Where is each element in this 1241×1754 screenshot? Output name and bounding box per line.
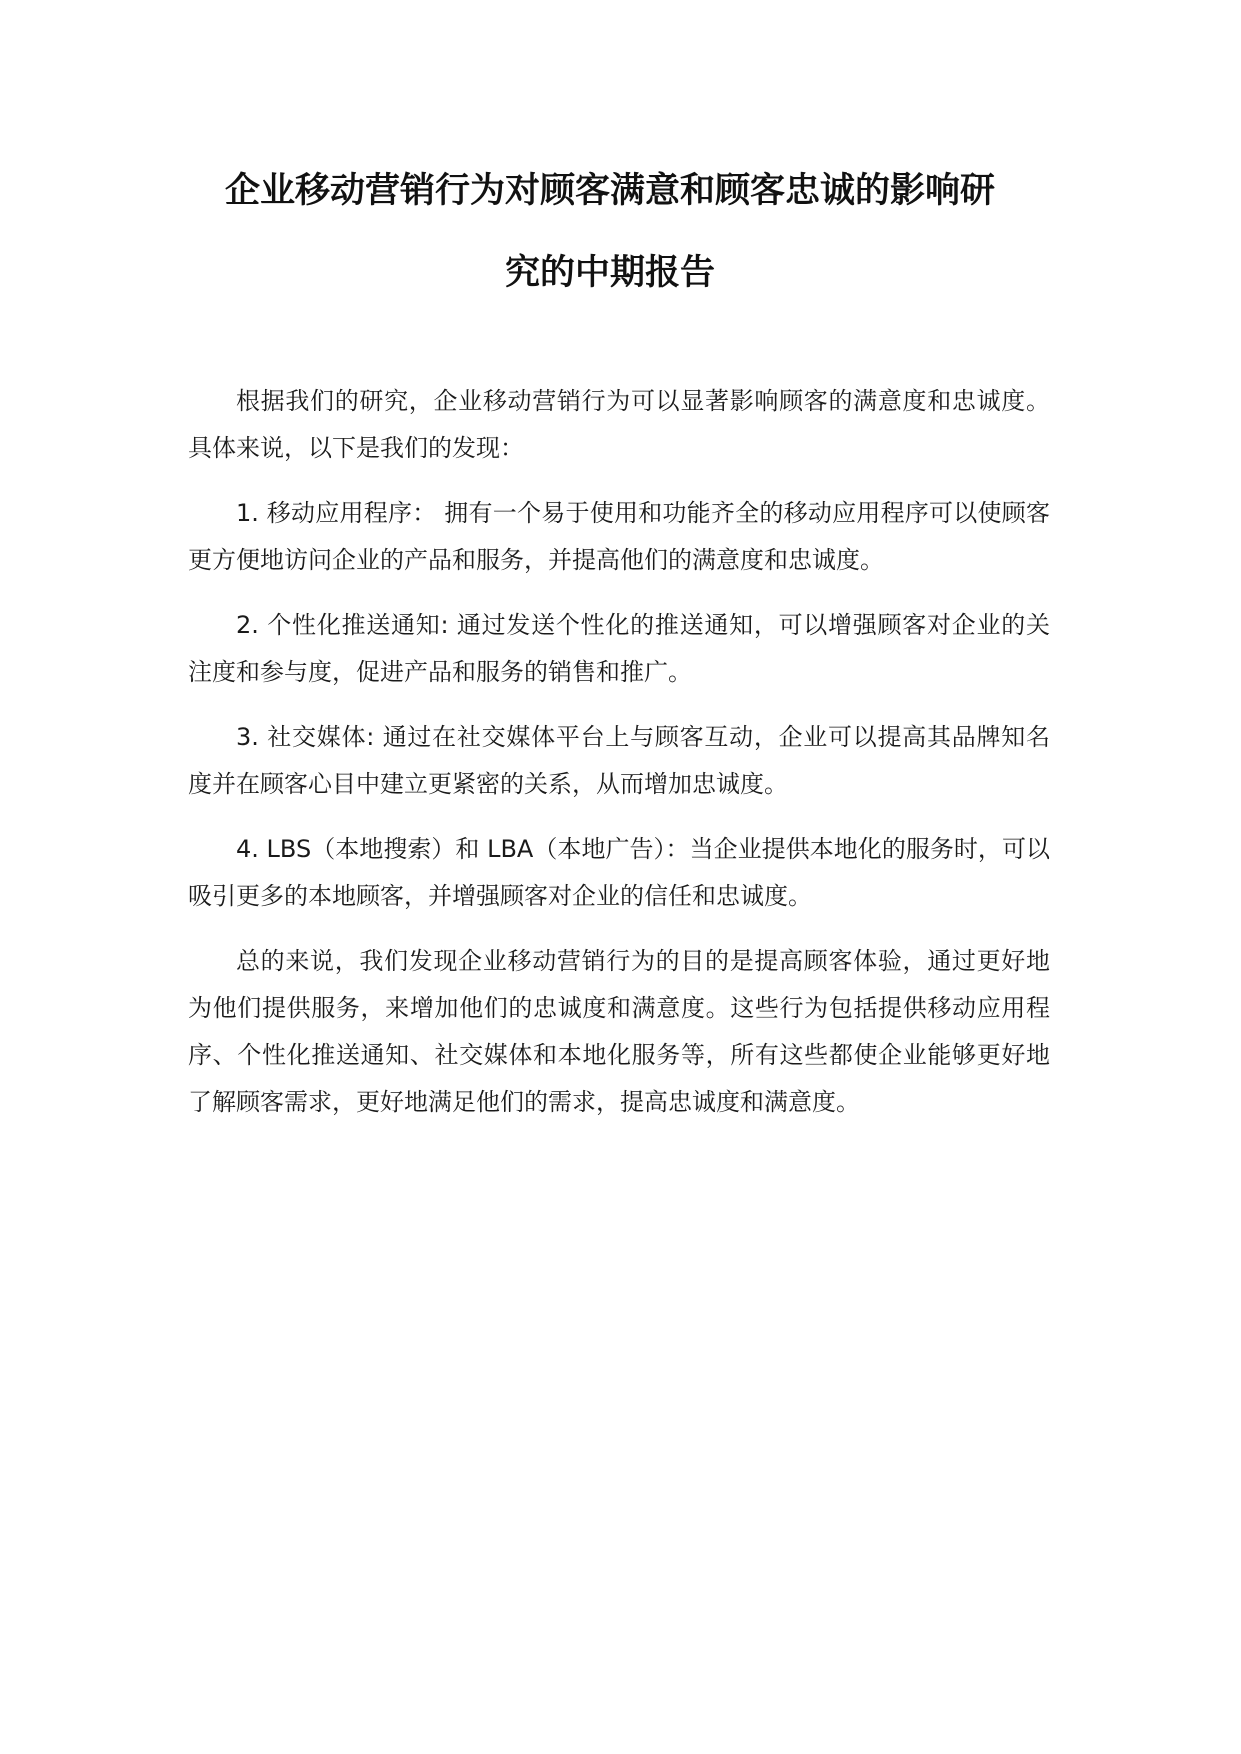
summary-paragraph: 总的来说，我们发现企业移动营销行为的目的是提高顾客体验，通过更好地为他们提供服务，来增加他们的忠诚度和满意度。这些行为包括提供移动应用程序、个性化推送通知、社交媒体和本地化服务等，所有这些都使企业能够更好地了解顾客需求，更好地满足他们的需求，提高忠诚度和满意度。 (188, 947, 1050, 1116)
document-body (188, 378, 1050, 1144)
document-title (170, 150, 1050, 314)
finding-1-paragraph: 1. 移动应用程序： 拥有一个易于使用和功能齐全的移动应用程序可以使顾客更方便地访问企业的产品和服务，并提高他们的满意度和忠诚度。 (188, 499, 1050, 574)
finding-3-paragraph: 3. 社交媒体: 通过在社交媒体平台上与顾客互动，企业可以提高其品牌知名度并在顾客心目中建立更紧密的关系，从而增加忠诚度。 (188, 723, 1050, 798)
title-line-2: 究的中期报告 (504, 253, 715, 293)
intro-paragraph: 根据我们的研究，企业移动营销行为可以显著影响顾客的满意度和忠诚度。具体来说，以下是我们的发现： (188, 387, 1050, 462)
title-line-1: 企业移动营销行为对顾客满意和顾客忠诚的影响研 (224, 171, 995, 211)
finding-2-paragraph: 2. 个性化推送通知: 通过发送个性化的推送通知，可以增强顾客对企业的关注度和参与度，促进产品和服务的销售和推广。 (188, 611, 1050, 686)
finding-4-paragraph: 4. LBS（本地搜索）和 LBA（本地广告）：当企业提供本地化的服务时，可以吸引更多的本地顾客，并增强顾客对企业的信任和忠诚度。 (188, 835, 1050, 910)
